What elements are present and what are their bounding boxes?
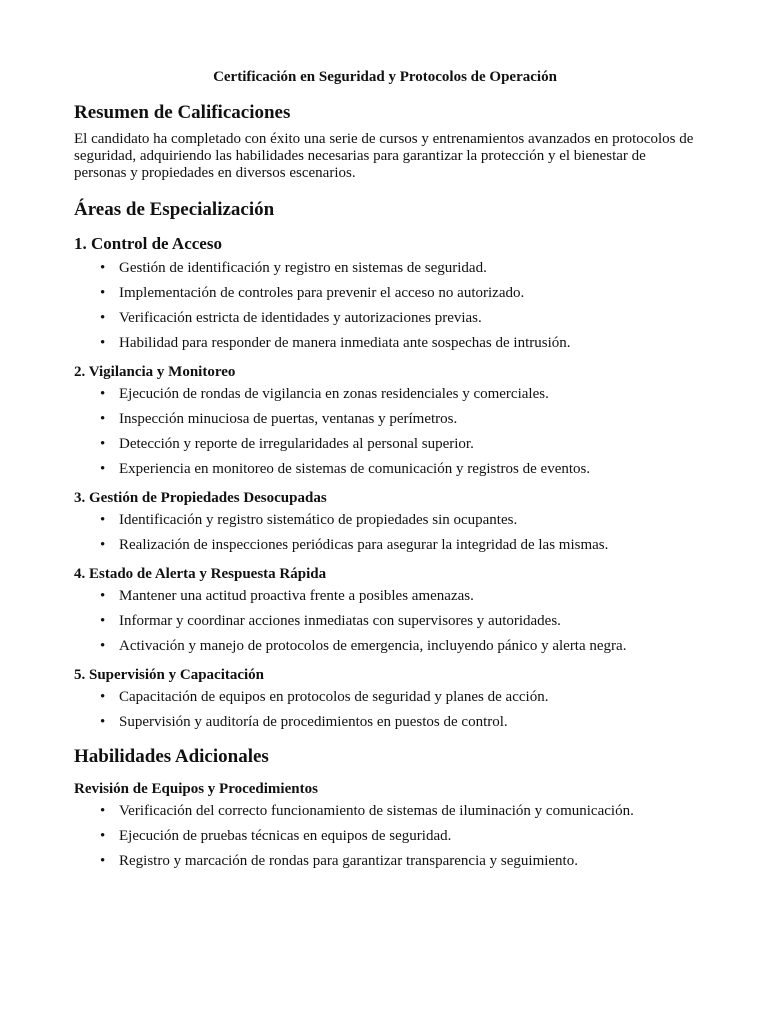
bullet-icon: • xyxy=(100,537,106,553)
list-item-text: Mantener una actitud proactiva frente a posibles amenazas. xyxy=(119,588,474,604)
list-item-text: Activación y manejo de protocolos de emergencia, incluyendo pánico y alerta negra. xyxy=(119,638,627,654)
section-heading-propiedades: 3. Gestión de Propiedades Desocupadas xyxy=(74,490,327,506)
list-item xyxy=(100,714,696,731)
bullet-icon: • xyxy=(100,512,106,528)
list-item-text: Gestión de identificación y registro en sistemas de seguridad. xyxy=(119,260,487,276)
bullet-icon: • xyxy=(100,689,106,705)
section-heading-control-acceso: 1. Control de Acceso xyxy=(74,234,222,253)
list-item xyxy=(100,411,696,428)
additional-heading: Habilidades Adicionales xyxy=(74,746,269,767)
additional-list xyxy=(74,803,696,870)
list-item xyxy=(100,512,696,529)
bullet-icon: • xyxy=(100,613,106,629)
areas-heading: Áreas de Especialización xyxy=(74,199,275,220)
list-item-text: Experiencia en monitoreo de sistemas de comunicación y registros de eventos. xyxy=(119,461,591,477)
list-item-text: Detección y reporte de irregularidades al personal superior. xyxy=(119,436,474,452)
list-item xyxy=(100,386,696,403)
section-heading-vigilancia: 2. Vigilancia y Monitoreo xyxy=(74,364,236,380)
list-item-text: Ejecución de pruebas técnicas en equipos de seguridad. xyxy=(119,828,452,844)
list-item xyxy=(100,310,696,327)
section-list-supervision xyxy=(74,689,696,731)
list-item xyxy=(100,803,696,820)
bullet-icon: • xyxy=(100,436,106,452)
bullet-icon: • xyxy=(100,285,106,301)
list-item-text: Verificación del correcto funcionamiento de sistemas de iluminación y comunicación. xyxy=(119,803,634,819)
section-list-alerta xyxy=(74,588,696,655)
list-item-text: Implementación de controles para prevenir el acceso no autorizado. xyxy=(119,285,525,301)
bullet-icon: • xyxy=(100,714,106,730)
list-item xyxy=(100,588,696,605)
section-list-propiedades xyxy=(74,512,696,554)
list-item-text: Verificación estricta de identidades y autorizaciones previas. xyxy=(119,310,482,326)
list-item xyxy=(100,537,696,554)
list-item xyxy=(100,461,696,478)
list-item xyxy=(100,260,696,277)
list-item-text: Habilidad para responder de manera inmediata ante sospechas de intrusión. xyxy=(119,335,571,351)
list-item xyxy=(100,335,696,352)
section-list-control-acceso xyxy=(74,260,696,352)
list-item xyxy=(100,613,696,630)
list-item-text: Ejecución de rondas de vigilancia en zonas residenciales y comerciales. xyxy=(119,386,549,402)
bullet-icon: • xyxy=(100,310,106,326)
list-item xyxy=(100,638,696,655)
bullet-icon: • xyxy=(100,260,106,276)
bullet-icon: • xyxy=(100,411,106,427)
document-title: Certificación en Seguridad y Protocolos de Operación xyxy=(213,69,557,85)
list-item-text: Registro y marcación de rondas para garantizar transparencia y seguimiento. xyxy=(119,853,578,869)
list-item-text: Identificación y registro sistemático de propiedades sin ocupantes. xyxy=(119,512,518,528)
section-heading-supervision: 5. Supervisión y Capacitación xyxy=(74,667,265,683)
bullet-icon: • xyxy=(100,638,106,654)
bullet-icon: • xyxy=(100,335,106,351)
bullet-icon: • xyxy=(100,803,106,819)
summary-paragraph: El candidato ha completado con éxito una serie de cursos y entrenamientos avanzados en protocolos de seguridad, adquiriendo las habilidades necesarias para garantizar la protección y el bienestar de personas y propiedades en diversos escenarios. xyxy=(74,131,694,181)
list-item-text: Realización de inspecciones periódicas para asegurar la integridad de las mismas. xyxy=(119,537,609,553)
list-item xyxy=(100,285,696,302)
bullet-icon: • xyxy=(100,386,106,402)
list-item-text: Capacitación de equipos en protocolos de seguridad y planes de acción. xyxy=(119,689,549,705)
list-item xyxy=(100,853,696,870)
additional-subheading: Revisión de Equipos y Procedimientos xyxy=(74,781,318,797)
list-item-text: Supervisión y auditoría de procedimientos en puestos de control. xyxy=(119,714,508,730)
list-item xyxy=(100,689,696,706)
bullet-icon: • xyxy=(100,461,106,477)
list-item xyxy=(100,828,696,845)
summary-heading: Resumen de Calificaciones xyxy=(74,102,291,123)
list-item-text: Inspección minuciosa de puertas, ventanas y perímetros. xyxy=(119,411,458,427)
bullet-icon: • xyxy=(100,588,106,604)
bullet-icon: • xyxy=(100,853,106,869)
list-item xyxy=(100,436,696,453)
bullet-icon: • xyxy=(100,828,106,844)
section-heading-alerta: 4. Estado de Alerta y Respuesta Rápida xyxy=(74,566,327,582)
list-item-text: Informar y coordinar acciones inmediatas con supervisores y autoridades. xyxy=(119,613,561,629)
section-list-vigilancia xyxy=(74,386,696,478)
